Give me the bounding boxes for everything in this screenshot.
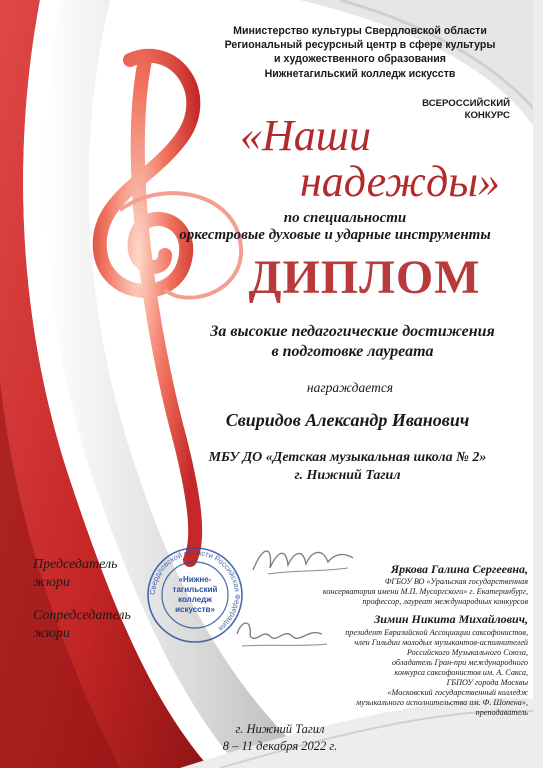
stamp-center-line: «Нижне-: [178, 575, 212, 584]
contest-title-line: «Наши: [240, 111, 371, 160]
specialty-intro: по специальности: [283, 210, 407, 226]
cochair-credit-line: музыкального исполнительства им. Ф. Шопена»,: [355, 698, 528, 707]
specialty-name: оркестровые духовые и ударные инструменты: [179, 227, 491, 243]
cochair-credit-line: ГБПОУ города Москвы: [446, 678, 528, 687]
right-edge: [533, 0, 543, 768]
chair-credit-line: ФГБОУ ВО «Уральская государственная: [384, 577, 528, 586]
cochair-name: Зимин Никита Михайлович,: [374, 612, 528, 626]
college-stamp: [145, 545, 245, 645]
cochair-credit-line: обладатель Гран-при международного: [391, 658, 528, 667]
organizer-line: Министерство культуры Свердловской области: [233, 25, 487, 37]
cochair-credit-line: «Московский государственный колледж: [387, 688, 528, 697]
cochair-credit-line: член Гильдии молодых музыкантов-исполнителей: [354, 638, 528, 647]
school-city: г. Нижний Тагил: [294, 468, 401, 483]
stamp-center-line: колледж: [178, 595, 212, 604]
cochair-credit-line: преподаватель: [475, 708, 528, 717]
award-reason-line: За высокие педагогические достижения: [210, 323, 495, 340]
organizer-line: Нижнетагильский колледж искусств: [264, 67, 456, 80]
cochair-credit-line: президент Евразийской Ассоциации саксофонистов,: [345, 628, 528, 637]
recipient-name: Свиридов Александр Иванович: [225, 410, 470, 430]
chair-credit-line: консерватория имени М.П. Мусоргского» г. Екатеринбург,: [322, 587, 528, 596]
chair-name: Яркова Галина Сергеевна,: [390, 562, 528, 576]
cochair-credit-line: конкурса саксофонистов им. А. Сакса,: [394, 668, 528, 677]
organizer-block: [190, 24, 530, 81]
event-dates: 8 – 11 декабря 2022 г.: [222, 739, 338, 753]
organizer-line: Региональный ресурсный центр в сфере культуры: [224, 39, 496, 52]
chair-credit-line: профессор, лауреат международных конкурсов: [362, 597, 528, 606]
stamp-ring-text: Свердловской области Российская Федерация: [147, 547, 243, 634]
diploma-title: ДИПЛОМ: [248, 251, 481, 304]
organizer-line: и художественного образования: [274, 53, 446, 66]
chair-role-label: Председатель: [33, 557, 118, 572]
award-reason-line: в подготовке лауреата: [271, 343, 434, 360]
cochair-credit-line: Российского Музыкального Союза,: [406, 648, 528, 657]
chair-role-label: жюри: [33, 575, 70, 590]
contest-label-line: ВСЕРОССИЙСКИЙ: [422, 98, 510, 109]
contest-title-line: надежды»: [299, 157, 501, 206]
stamp-center-line: искусств»: [175, 605, 215, 614]
event-place: г. Нижний Тагил: [235, 722, 325, 736]
awarded-label: награждается: [306, 380, 394, 395]
cochair-role-label: Сопредседатель: [33, 608, 131, 623]
contest-label-line: КОНКУРС: [464, 109, 510, 121]
cochair-role-label: жюри: [33, 626, 70, 641]
school-name: МБУ ДО «Детская музыкальная школа № 2»: [208, 450, 487, 465]
stamp-center-line: тагильский: [172, 585, 218, 594]
